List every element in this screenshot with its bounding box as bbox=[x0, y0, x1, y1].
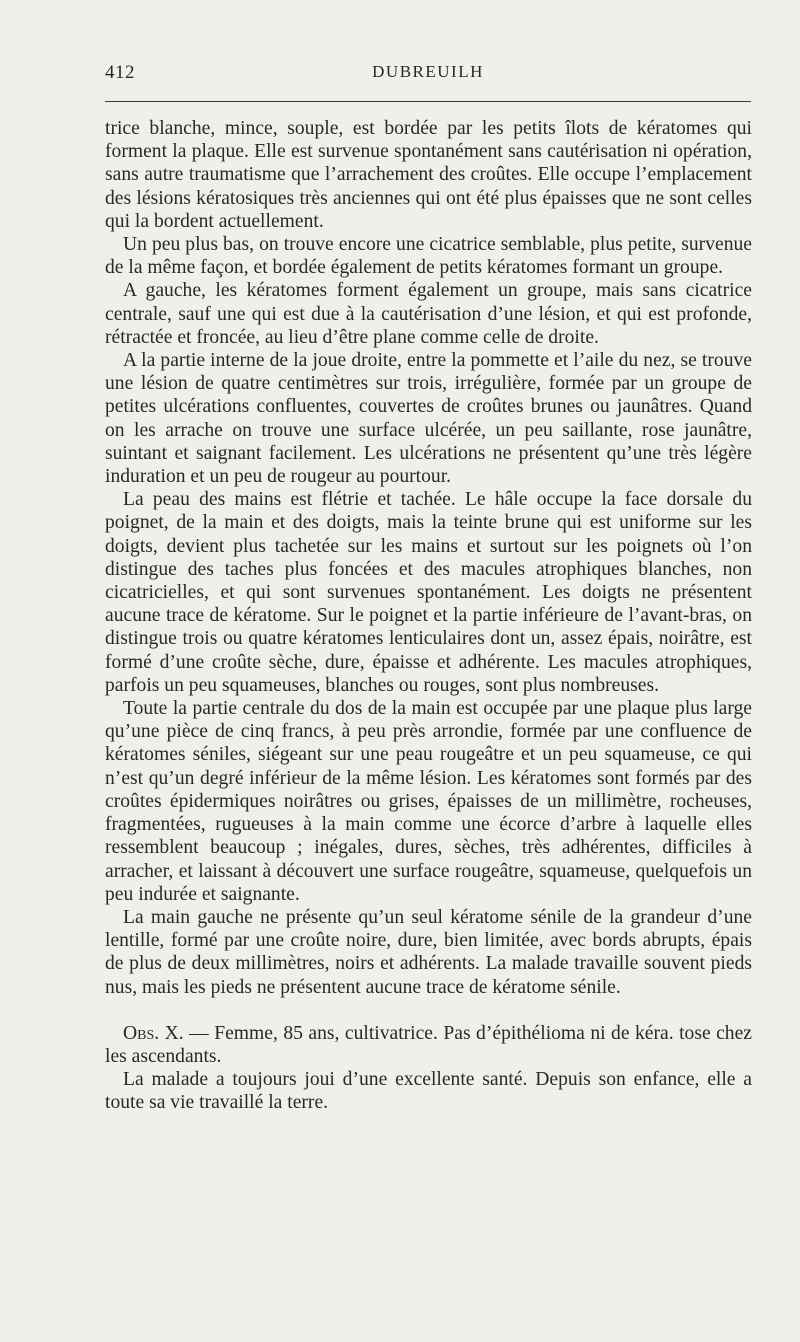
final-paragraph: La malade a toujours joui d’une excellente santé. Depuis son enfance, elle a toute sa vie travaillé la terre. bbox=[105, 1069, 752, 1114]
observation-label: Obs. X. bbox=[123, 1022, 184, 1044]
observation-paragraph bbox=[105, 1022, 752, 1068]
body-text bbox=[105, 117, 752, 1115]
paragraph-3: A gauche, les kératomes forment également un groupe, mais sans cicatrice centrale, sauf une qui est due à la cautérisation d’une lésion, et qui est profonde, rétractée et froncée, au lieu d’être plane comme celle de droite. bbox=[105, 280, 752, 348]
page-number: 412 bbox=[105, 62, 135, 83]
paragraph-4: A la partie interne de la joue droite, entre la pommette et l’aile du nez, se trouve une lésion de quatre centimètres sur trois, irrégulière, formée par un groupe de petites ulcérations confluentes, couvertes de croûtes brunes ou jaunâtres. Quand on les arrache on trouve une surface ulcérée, un peu saillante, rose jaunâtre, suintant et saignant facilement. Les ulcérations ne présentent qu’une très légère induration et un peu de rougeur au pourtour. bbox=[105, 350, 752, 488]
paragraph-6: Toute la partie centrale du dos de la main est occupée par une plaque plus large qu’une pièce de cinq francs, à peu près arrondie, formée par une confluence de kératomes séniles, siégeant sur une peau rougeâtre et un peu squameuse, ce qui n’est qu’un degré inférieur de la même lésion. Les kératomes sont formés par des croûtes épidermiques noirâtres ou grises, épaisses de un millimètre, rocheuses, fragmentées, rugueuses à la main comme une écorce d’arbre à laquelle elles ressemblent beaucoup ; inégales, dures, sèches, très adhérentes, difficiles à arracher, et laissant à découvert une surface rougeâtre, squameuse, quelquefois un peu indurée et saignante. bbox=[105, 698, 752, 905]
paragraph-2: Un peu plus bas, on trouve encore une cicatrice semblable, plus petite, survenue de la même façon, et bordée également de petits kératomes formant un groupe. bbox=[105, 234, 752, 279]
paragraph-1: trice blanche, mince, souple, est bordée par les petits îlots de kératomes qui forment la plaque. Elle est survenue spontanément sans cautérisation ni opération, sans autre traumatisme que l’arrachement des croûtes. Elle occupe l’emplacement des lésions kératosiques très anciennes qui ont été plus épaisses que ne sont celles qui la bordent actuellement. bbox=[105, 118, 752, 232]
running-head: DUBREUILH bbox=[372, 62, 484, 81]
header-rule bbox=[105, 101, 751, 102]
page-header bbox=[105, 58, 751, 90]
paragraph-7: La main gauche ne présente qu’un seul kératome sénile de la grandeur d’une lentille, formé par une croûte noire, dure, bien limitée, avec bords abrupts, épais de plus de deux millimètres, noirs et adhérents. La malade travaille souvent pieds nus, mais les pieds ne présentent aucune trace de kératome sénile. bbox=[105, 906, 752, 998]
paragraph-5: La peau des mains est flétrie et tachée. Le hâle occupe la face dorsale du poignet, de la main et des doigts, mais la teinte brune qui est uniforme sur les doigts, devient plus tachetée sur les mains et surtout sur les poignets où l’on distingue des taches plus foncées et des macules atrophiques blanches, non cicatricielles, et qui sont survenues spontanément. Les doigts ne présentent aucune trace de kératome. Sur le poignet et la partie inférieure de l’avant-bras, on distingue trois ou quatre kératomes lenticulaires dont un, assez épais, noirâtre, est formé d’une croûte sèche, dure, épaisse et adhérente. Les macules atrophiques, parfois un peu squameuses, blanches ou rouges, sont plus nombreuses. bbox=[105, 489, 752, 696]
observation-text: — Femme, 85 ans, cultivatrice. Pas d’épithélioma ni de kéra. tose chez les ascendants. bbox=[105, 1022, 752, 1067]
